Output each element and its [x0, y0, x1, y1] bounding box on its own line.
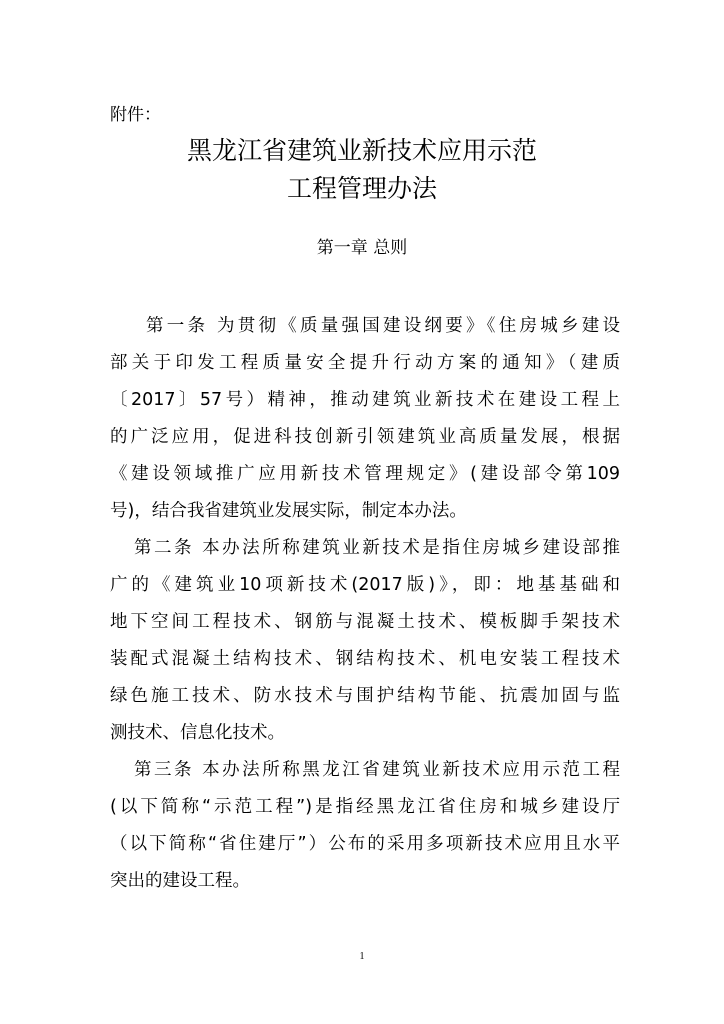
body-text — [110, 308, 620, 900]
attachment-label: 附件： — [110, 105, 161, 125]
paragraph-line: 突出的建设工程。 — [110, 871, 250, 891]
paragraph-line: 第一条 为贯彻《质量强国建设纲要》《住房城乡建设 — [146, 316, 620, 336]
paragraph-line: 绿色施工技术、防水技术与围护结构节能、抗震加固与监 — [110, 686, 620, 706]
paragraph-line: 广的《建筑业10项新技术(2017版)》，即：地基基础和 — [110, 575, 620, 595]
paragraph-line: 第三条 本办法所称黑龙江省建筑业新技术应用示范工程 — [134, 760, 620, 780]
paragraph-line: 部关于印发工程质量安全提升行动方案的通知》（建质 — [110, 353, 620, 373]
chapter-heading: 第一章 总则 — [316, 238, 408, 258]
paragraph-line: 的广泛应用，促进科技创新引领建筑业高质量发展，根据 — [110, 427, 620, 447]
document-title-line-2: 工程管理办法 — [286, 174, 437, 203]
article-2-paragraph — [110, 530, 620, 752]
page-number: 1 — [359, 951, 365, 962]
paragraph-line: 第二条 本办法所称建筑业新技术是指住房城乡建设部推 — [134, 538, 620, 558]
paragraph-line: 号)，结合我省建筑业发展实际，制定本办法。 — [110, 501, 467, 521]
article-1-paragraph — [110, 308, 620, 530]
article-3-paragraph — [110, 752, 620, 900]
paragraph-line: 〔2017〕57号）精神，推动建筑业新技术在建设工程上 — [110, 390, 620, 410]
paragraph-line: (以下简称“示范工程”)是指经黑龙江省住房和城乡建设厅 — [110, 797, 620, 817]
paragraph-line: （以下简称“省住建厅”）公布的采用多项新技术应用且水平 — [110, 834, 620, 854]
paragraph-line: 装配式混凝土结构技术、钢结构技术、机电安装工程技术 — [110, 649, 620, 669]
document-title-line-1: 黑龙江省建筑业新技术应用示范 — [186, 136, 537, 165]
paragraph-line: 地下空间工程技术、钢筋与混凝土技术、模板脚手架技术 — [110, 612, 620, 632]
paragraph-line: 测技术、信息化技术。 — [110, 723, 285, 743]
paragraph-line: 《建设领域推广应用新技术管理规定》(建设部令第109 — [110, 464, 620, 484]
